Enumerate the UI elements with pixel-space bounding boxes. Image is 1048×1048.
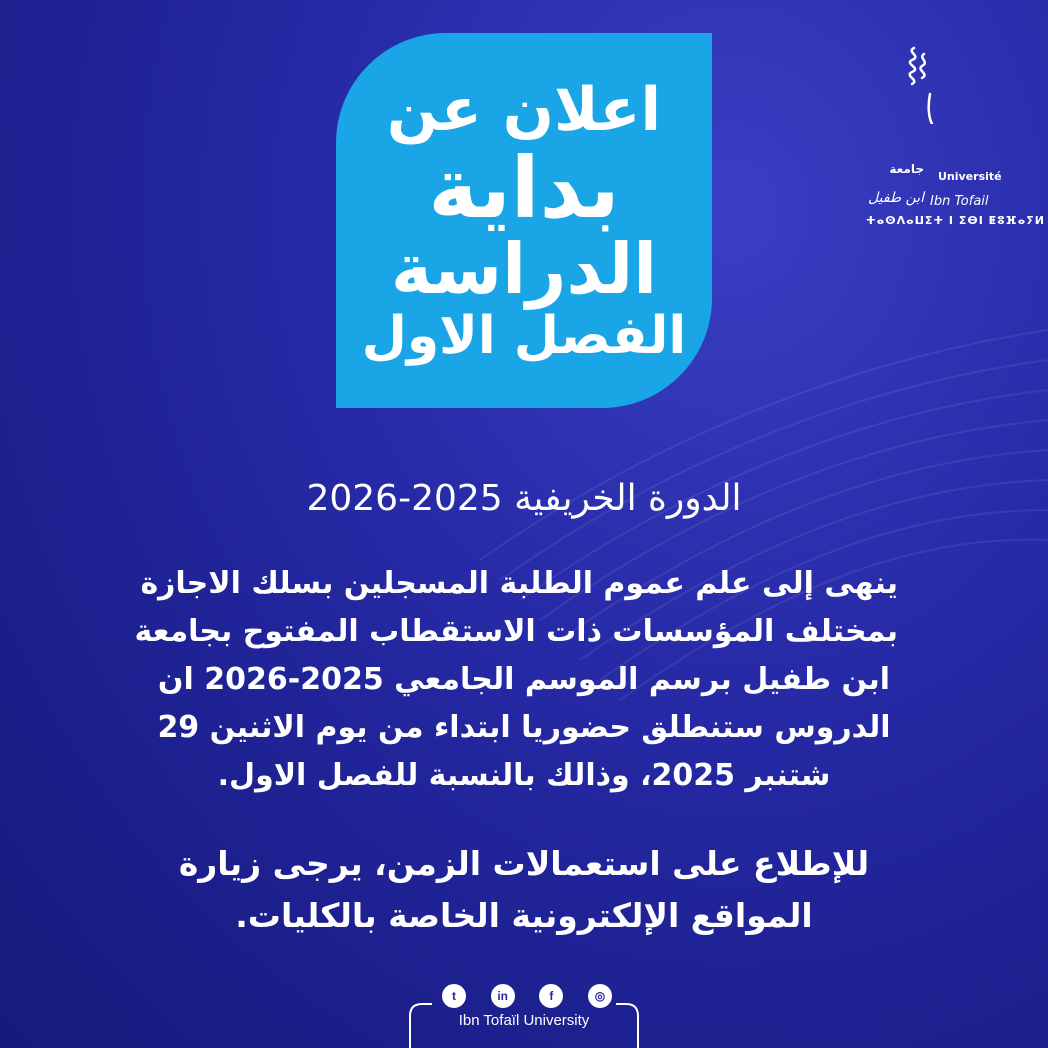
logo-tifinagh: ⵜⴰⵙⴷⴰⵡⵉⵜ ⵏ ⵉⴱⵏ ⵟⵓⴼⴰⵢⵍ bbox=[866, 214, 1045, 227]
logo-arabic-name: جامعة bbox=[889, 162, 924, 176]
notice-line: المواقع الإلكترونية الخاصة بالكليات. bbox=[235, 896, 813, 935]
announcement-line: ابن طفيل برسم الموسم الجامعي 2025-2026 ان bbox=[157, 662, 891, 697]
logo-emblem-icon bbox=[884, 44, 944, 124]
social-links bbox=[442, 984, 612, 1008]
notice-paragraph bbox=[120, 838, 928, 942]
session-subtitle: الدورة الخريفية 2025-2026 bbox=[306, 478, 742, 519]
facebook-icon[interactable]: f bbox=[539, 984, 563, 1008]
announcement-paragraph bbox=[134, 560, 898, 800]
announcement-line: ينهى إلى علم عموم الطلبة المسجلين بسلك الاجازة bbox=[140, 566, 898, 601]
title-line-4: الفصل الاول bbox=[361, 305, 687, 366]
footer-label: Ibn Tofaïl University bbox=[458, 1012, 590, 1029]
logo-universite: Université bbox=[938, 170, 1002, 183]
title-line-2: بداية bbox=[428, 138, 620, 237]
logo-latin-ibn: Ibn Tofail bbox=[930, 194, 989, 209]
instagram-icon[interactable]: ◎ bbox=[588, 984, 612, 1008]
announcement-line: بمختلف المؤسسات ذات الاستقطاب المفتوح بجامعة bbox=[134, 614, 898, 649]
title-line-1: اعلان عن bbox=[386, 74, 662, 145]
title-card bbox=[336, 33, 712, 408]
linkedin-icon[interactable]: in bbox=[491, 984, 515, 1008]
notice-line: للإطلاع على استعمالات الزمن، يرجى زيارة bbox=[178, 844, 870, 883]
university-logo bbox=[860, 44, 1045, 227]
footer bbox=[408, 982, 640, 1048]
twitter-icon[interactable]: t bbox=[442, 984, 466, 1008]
announcement-line: شتنبر 2025، وذالك بالنسبة للفصل الاول. bbox=[217, 758, 831, 793]
announcement-line: الدروس ستنطلق حضوريا ابتداء من يوم الاثنين 29 bbox=[157, 710, 891, 745]
title-line-3: الدراسة bbox=[390, 227, 658, 310]
logo-arabic-ibn: ابن طفيل bbox=[868, 190, 924, 206]
